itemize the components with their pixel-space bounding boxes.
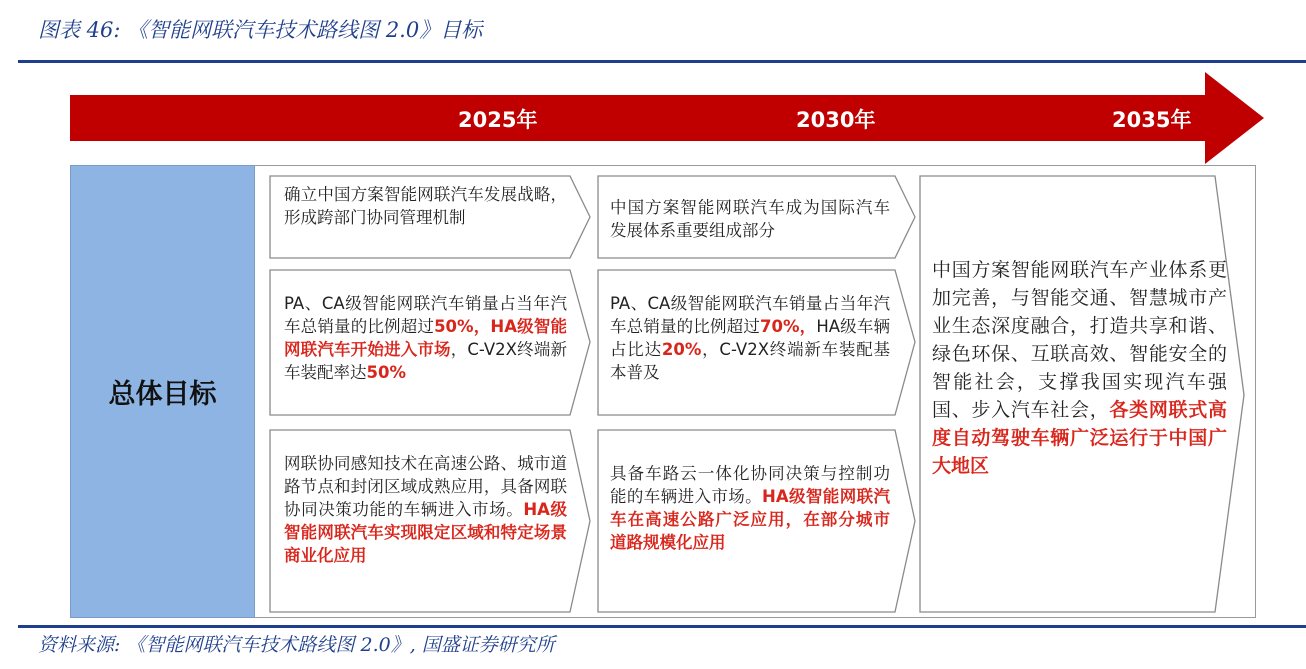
year-2030-label: 2030年 [796, 108, 876, 132]
goal-2030-sales-text3: ，C-V2X终端新车装配基本普及 [610, 340, 890, 382]
overall-goal-text: 总体目标 [108, 379, 217, 410]
goal-2025-tech-red1: HA级智能网联汽车实现限定区域和特定场景商业化应用 [284, 500, 567, 565]
goal-2025-strategy-text: 确立中国方案智能网联汽车发展战略，形成跨部门协同管理机制 [284, 185, 567, 227]
goal-2025-sales-red1: 50%，HA级智能网联汽车开始进入市场 [284, 317, 567, 359]
goal-2025-tech-text1: 网联协同感知技术在高速公路、城市道路节点和封闭区域成熟应用，具备网联协同决策功能的车辆进入市场。 [284, 454, 567, 519]
goal-2025-sales-text1: PA、CA级智能网联汽车销量占当年汽车总销量的比例超过 [284, 294, 567, 336]
goal-2030-strategy-text: 中国方案智能网联汽车成为国际汽车发展体系重要组成部分 [610, 198, 890, 240]
goal-2025-tech [284, 452, 567, 567]
goal-2035-vision [932, 256, 1227, 480]
goal-2035-vision-red1: 各类网联式高度自动驾驶车辆广泛运行于中国广大地区 [932, 399, 1227, 477]
figure-caption: 图表 46: 《智能网联汽车技术路线图 2.0》目标 [38, 18, 483, 42]
goal-2030-tech [610, 462, 890, 554]
goal-2030-tech-red1: HA级智能网联汽车在高速公路广泛应用，在部分城市道路规模化应用 [610, 487, 890, 552]
year-2035-label: 2035年 [1112, 108, 1192, 132]
goal-2030-sales-text1: PA、CA级智能网联汽车销量占当年汽车总销量的比例超过 [610, 294, 890, 336]
goal-2035-vision-text1: 中国方案智能网联汽车产业体系更加完善，与智能交通、智慧城市产业生态深度融合，打造共享和谐、绿色环保、互联高效、智能安全的智能社会，支撑我国实现汽车强国、步入汽车社会， [932, 259, 1227, 421]
goal-2030-strategy [610, 196, 890, 242]
year-2025-label: 2025年 [458, 108, 538, 132]
source-note: 资料来源: 《智能网联汽车技术路线图 2.0》, 国盛证券研究所 [38, 634, 555, 656]
goal-2025-sales-text2: ，C-V2X终端新车装配率达 [284, 340, 567, 382]
bottom-rule [18, 625, 1306, 628]
goal-2025-sales-red2: 50% [366, 363, 406, 382]
goal-2030-sales-red2: 20% [661, 340, 702, 359]
goal-2025-strategy [284, 183, 567, 229]
goal-2030-tech-text1: 具备车路云一体化协同决策与控制功能的车辆进入市场。 [610, 464, 890, 506]
goal-2030-sales-text2: HA级车辆占比达 [610, 317, 890, 359]
goal-2025-sales [284, 292, 567, 384]
goal-2030-sales-red1: 70%， [759, 317, 817, 336]
goal-2030-sales [610, 292, 890, 384]
